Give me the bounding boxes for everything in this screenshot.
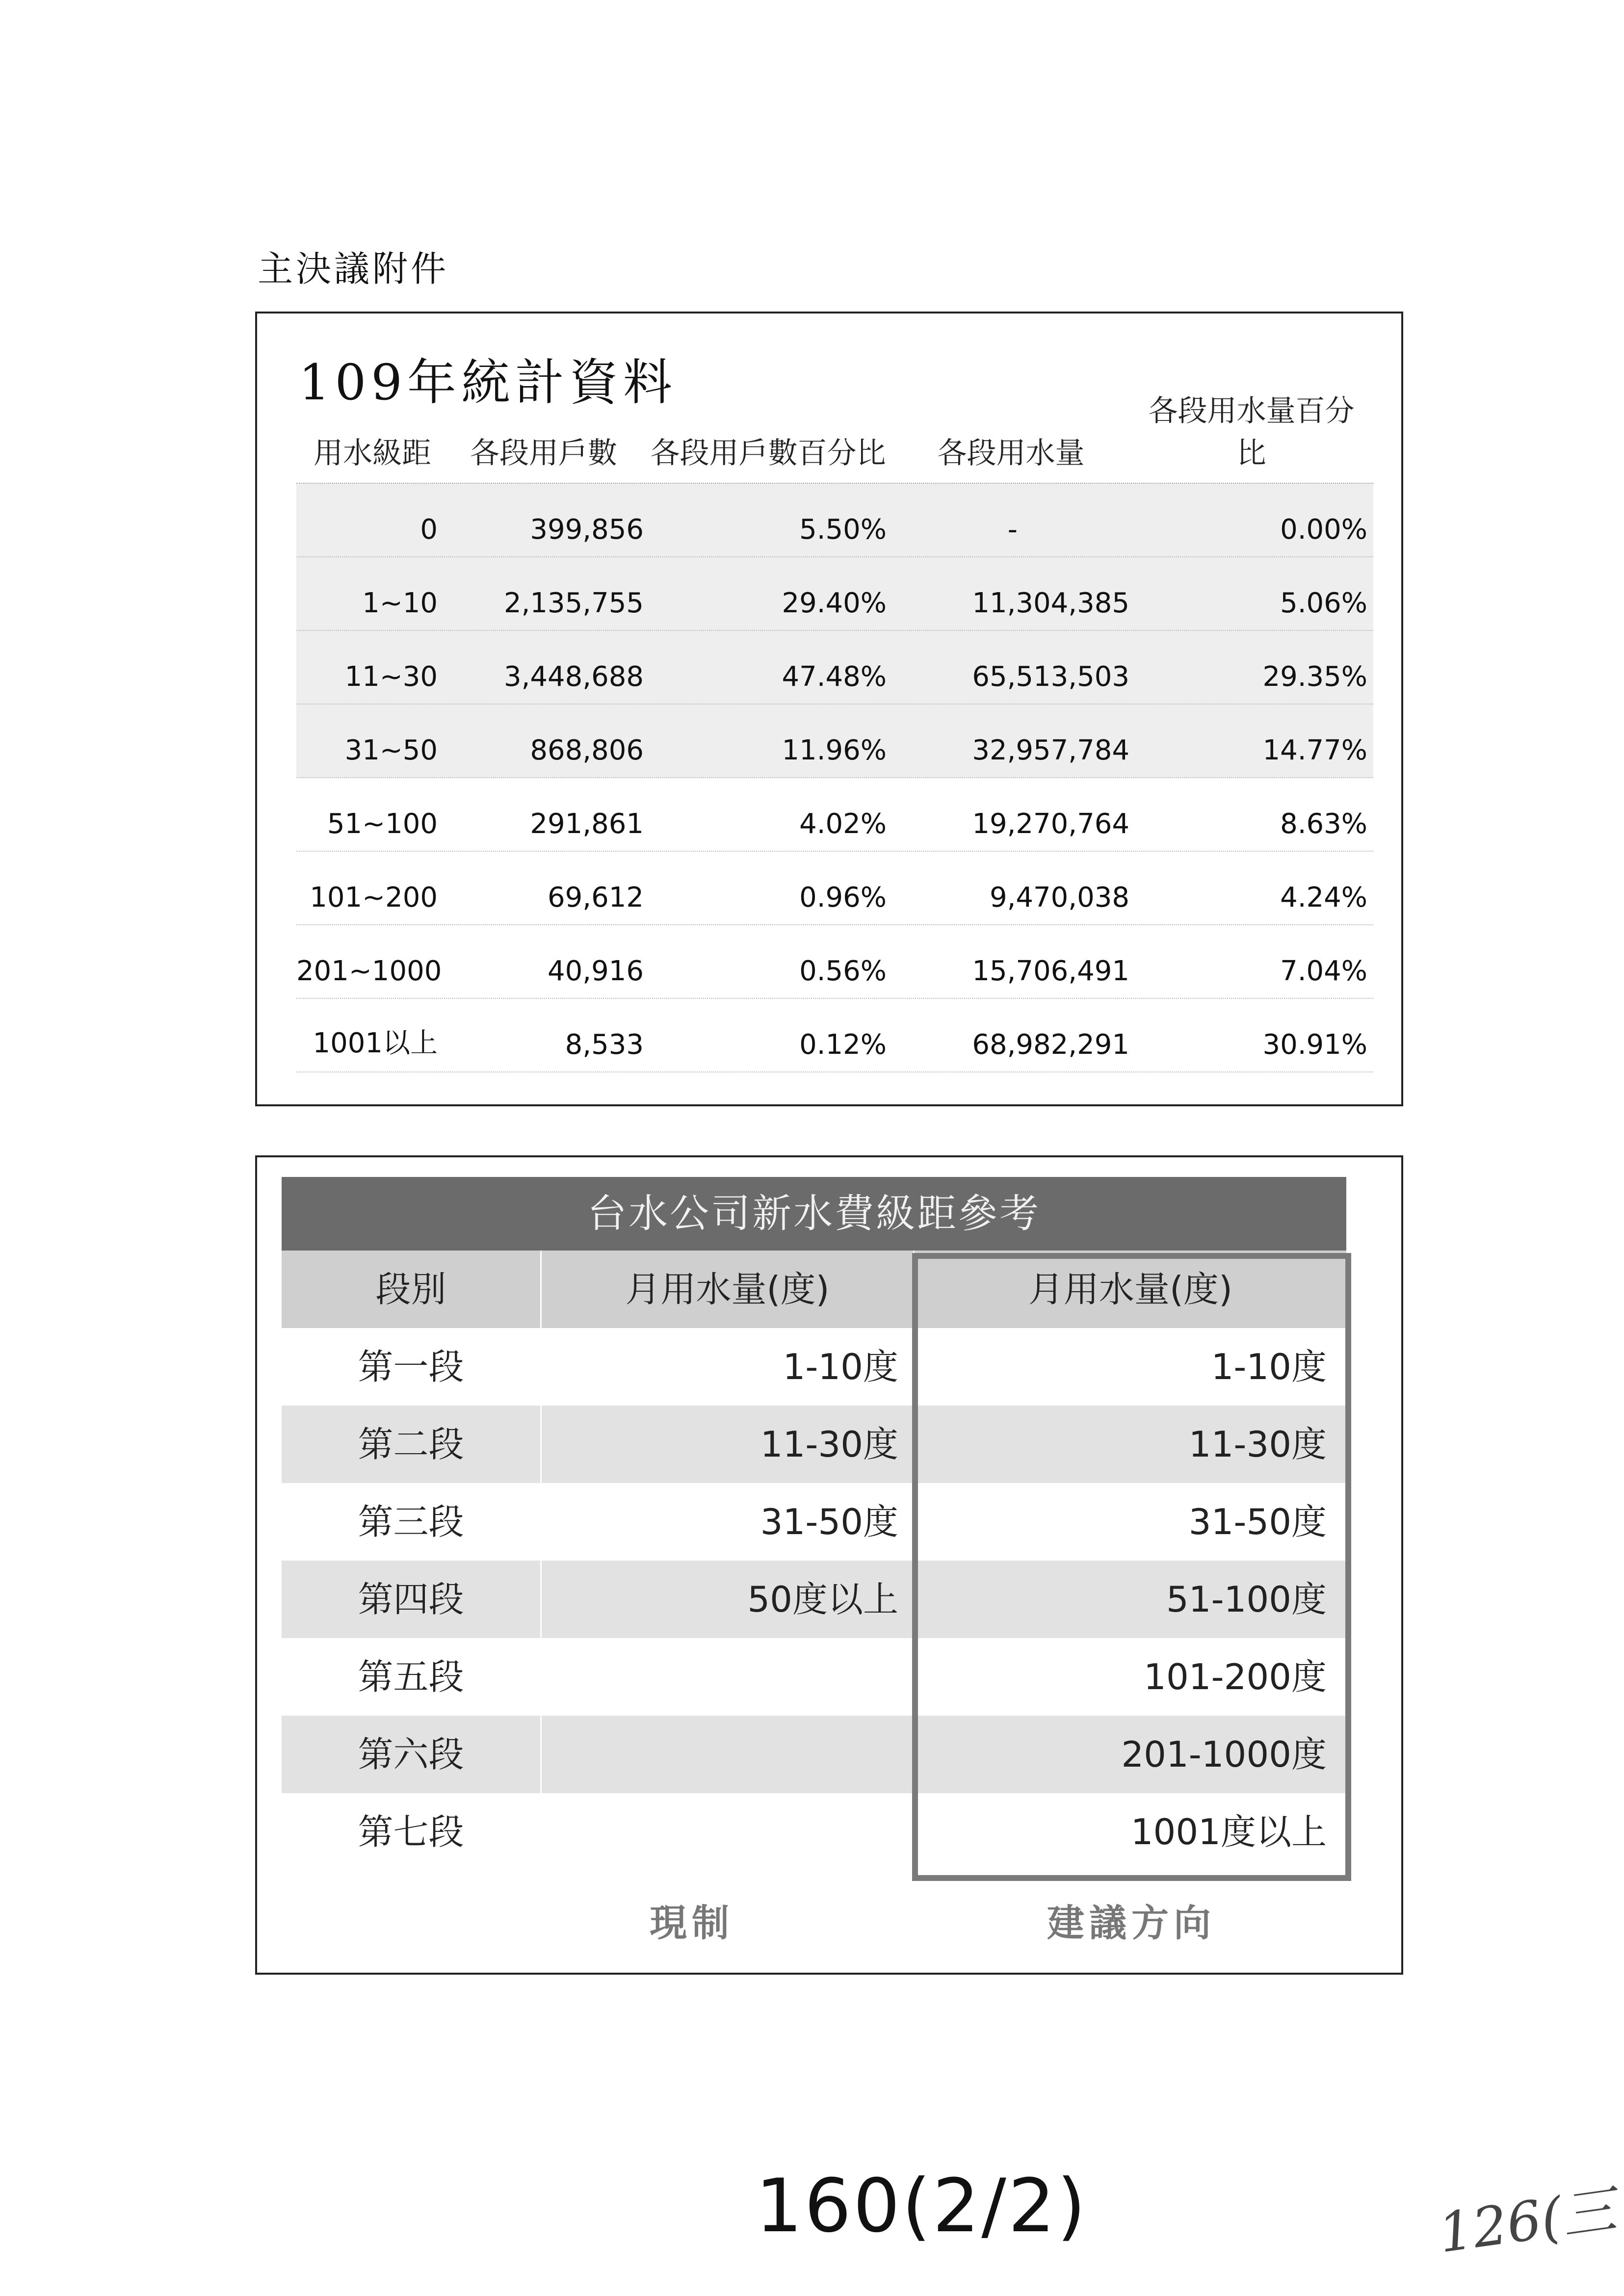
table-cell: 0 — [420, 514, 438, 546]
table-cell: 50度以上 — [542, 1561, 915, 1638]
header-cell: 各段用水量 — [937, 436, 1085, 470]
stats-table-title: 109年統計資料 — [299, 354, 677, 411]
handwritten-page-number: 160(2/2) — [756, 2164, 1088, 2249]
table-cell: 11.96% — [782, 734, 887, 766]
table-cell: 29.40% — [782, 587, 887, 619]
fee-table — [282, 1251, 1346, 1871]
table-cell: 51-100度 — [1166, 1579, 1327, 1620]
stats-table — [296, 394, 1373, 1072]
table-cell: 1-10度 — [542, 1328, 915, 1406]
stats-table-box — [255, 312, 1403, 1106]
header-cell: 月用水量(度) — [1028, 1269, 1233, 1310]
table-cell: 399,856 — [530, 514, 644, 546]
header-cell: 各段用水量百分比 — [1148, 394, 1355, 470]
table-cell: 第四段 — [282, 1561, 542, 1638]
handwritten-corner-note: 126(三 — [1435, 2178, 1620, 2265]
table-cell: 11,304,385 — [972, 587, 1129, 619]
table-cell: 14.77% — [1262, 734, 1367, 766]
table-cell: 201~1000 — [296, 955, 442, 987]
table-row — [296, 778, 1373, 852]
table-cell: 19,270,764 — [972, 808, 1129, 840]
table-cell: 201-1000度 — [1121, 1734, 1327, 1775]
table-cell: 8.63% — [1280, 808, 1367, 840]
table-cell: 第七段 — [282, 1793, 542, 1871]
table-cell: 0.56% — [799, 955, 887, 987]
stats-table-header — [296, 394, 1373, 484]
table-row — [296, 557, 1373, 631]
header-cell: 段別 — [282, 1251, 542, 1328]
attachment-label: 主決議附件 — [258, 248, 449, 289]
header-cell: 各段用戶數百分比 — [650, 436, 886, 470]
table-cell: 4.02% — [799, 808, 887, 840]
table-row — [282, 1328, 1346, 1406]
table-row — [282, 1483, 1346, 1561]
table-cell: 第二段 — [282, 1406, 542, 1483]
table-cell: 868,806 — [530, 734, 644, 766]
table-cell: 1001以上 — [313, 1027, 438, 1059]
fee-table-header — [282, 1251, 1346, 1328]
table-cell: 11-30度 — [542, 1406, 915, 1483]
table-cell — [542, 1793, 915, 1871]
table-cell: 291,861 — [530, 808, 644, 840]
table-row — [282, 1793, 1346, 1871]
table-cell: 2,135,755 — [503, 587, 644, 619]
table-cell: 第六段 — [282, 1716, 542, 1793]
table-cell: 32,957,784 — [972, 734, 1129, 766]
table-row — [296, 852, 1373, 925]
table-row — [296, 631, 1373, 704]
fee-table-box — [255, 1155, 1403, 1975]
table-row — [296, 704, 1373, 778]
table-row — [282, 1406, 1346, 1483]
header-cell: 各段用戶數 — [470, 436, 617, 470]
table-cell: 1-10度 — [1211, 1346, 1327, 1387]
table-row — [282, 1638, 1346, 1716]
current-system-label: 現制 — [650, 1901, 734, 1945]
table-cell: 1~10 — [362, 587, 438, 619]
table-cell: 68,982,291 — [972, 1029, 1129, 1061]
table-cell: 0.12% — [799, 1029, 887, 1061]
table-cell: 第五段 — [282, 1638, 542, 1716]
table-cell: 3,448,688 — [503, 661, 644, 693]
fee-table-title: 台水公司新水費級距參考 — [282, 1177, 1346, 1251]
table-cell: 69,612 — [548, 882, 644, 913]
table-row — [282, 1716, 1346, 1793]
fee-table-footer — [282, 1883, 1346, 1947]
header-cell: 用水級距 — [314, 436, 431, 470]
table-cell: - — [1007, 514, 1018, 546]
table-cell: 1001度以上 — [1130, 1811, 1327, 1852]
table-cell: 51~100 — [327, 808, 438, 840]
table-cell: 7.04% — [1280, 955, 1367, 987]
table-cell: 15,706,491 — [972, 955, 1129, 987]
table-cell: 30.91% — [1262, 1029, 1367, 1061]
table-cell: 31-50度 — [542, 1483, 915, 1561]
table-cell: 47.48% — [782, 661, 887, 693]
table-cell: 4.24% — [1280, 882, 1367, 913]
table-cell: 31-50度 — [1188, 1501, 1327, 1542]
table-cell: 11~30 — [344, 661, 438, 693]
table-cell: 65,513,503 — [972, 661, 1129, 693]
table-cell: 29.35% — [1262, 661, 1367, 693]
table-cell: 0.00% — [1280, 514, 1367, 546]
table-cell: 第三段 — [282, 1483, 542, 1561]
table-cell: 5.50% — [799, 514, 887, 546]
table-cell: 31~50 — [344, 734, 438, 766]
table-row — [296, 999, 1373, 1072]
table-cell — [542, 1716, 915, 1793]
table-cell: 40,916 — [548, 955, 644, 987]
table-row — [282, 1561, 1346, 1638]
table-cell: 9,470,038 — [989, 882, 1129, 913]
table-cell: 101-200度 — [1144, 1656, 1327, 1697]
table-cell: 8,533 — [565, 1029, 644, 1061]
table-cell: 第一段 — [282, 1328, 542, 1406]
table-cell: 0.96% — [799, 882, 887, 913]
table-row — [296, 484, 1373, 557]
proposed-direction-label: 建議方向 — [1047, 1901, 1216, 1945]
table-cell — [542, 1638, 915, 1716]
table-cell: 101~200 — [310, 882, 438, 913]
table-row — [296, 925, 1373, 999]
table-cell: 11-30度 — [1188, 1424, 1327, 1465]
header-cell: 月用水量(度) — [542, 1251, 915, 1328]
table-cell: 5.06% — [1280, 587, 1367, 619]
